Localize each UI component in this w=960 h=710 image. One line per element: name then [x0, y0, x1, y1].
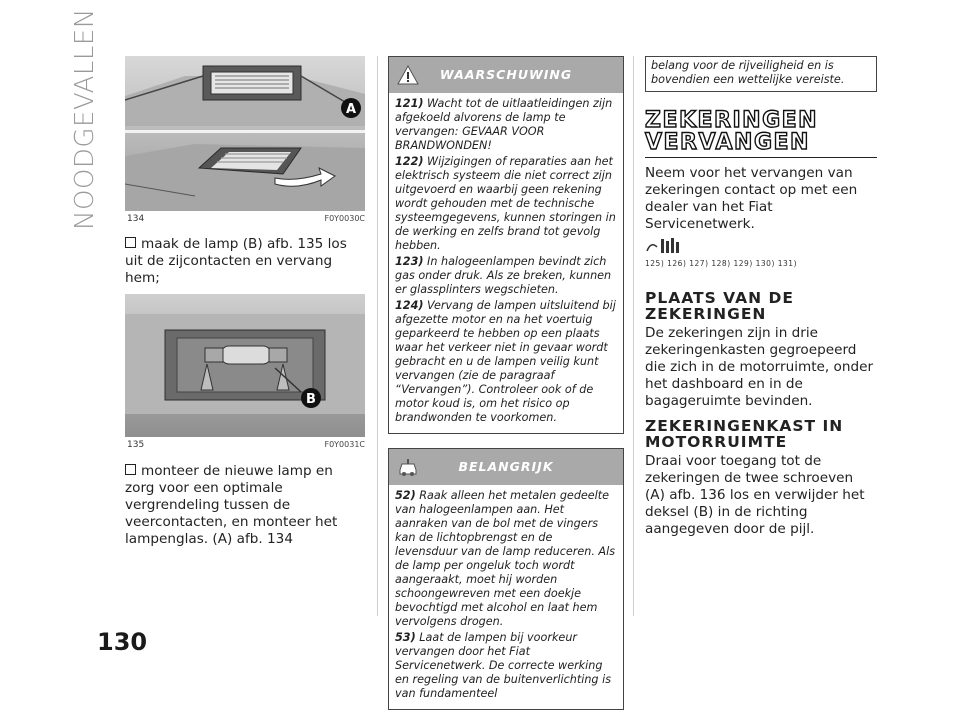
warning-header: [389, 57, 623, 93]
figure-code: F0Y0030C: [324, 214, 365, 223]
warning-references: 125) 126) 127) 128) 129) 130) 131): [645, 259, 797, 268]
important-item: [395, 489, 617, 629]
item-text: Wijzigingen of reparaties aan het elektrisch systeem die niet correct zijn uitgevoerd en waarbij geen rekening wordt gehouden met de technische systeemgegevens, kunnen storingen in de werking en zelfs brand tot gevolg hebben.: [395, 155, 616, 252]
warning-item: [395, 155, 617, 253]
heading-zekeringen-vervangen: [645, 110, 877, 158]
important-title: BELANGRIJK: [458, 459, 554, 474]
heading-text: ZEKERINGEN VERVANGEN: [645, 108, 819, 155]
item-number: 122): [395, 155, 424, 168]
lamp-housing-illustration: [125, 56, 365, 211]
intro-paragraph: Neem voor het vervangen van zekeringen contact op met een dealer van het Fiat Servicenetwerk.: [645, 165, 858, 232]
column-right: [645, 56, 877, 538]
important-item: [395, 631, 617, 701]
warning-item: [395, 299, 617, 425]
warning-box: [388, 56, 624, 434]
item-number: 124): [395, 299, 424, 312]
heading-text: PLAATS VAN DE ZEKERINGEN: [645, 289, 794, 323]
item-text: Wacht tot de uitlaatleidingen zijn afgekoeld alvorens de lamp te vervangen: GEVAAR VOOR BRANDWONDEN!: [395, 97, 613, 152]
warning-item: [395, 97, 617, 153]
item-text: Laat de lampen bij voorkeur vervangen door het Fiat Servicenetwerk. De correcte werking en regeling van de buitenverlichting is van fundamenteel: [395, 631, 612, 700]
important-box-continued: [645, 56, 877, 92]
instruction-step: [125, 463, 365, 548]
item-number: 123): [395, 255, 424, 268]
lamp-bulb-illustration: [125, 294, 365, 437]
figure-135-callout: B: [306, 392, 316, 407]
section-title-text: NOODGEVALLEN: [70, 8, 100, 230]
dealer-service-icon: [645, 237, 681, 255]
heading-zekeringenkast-motorruimte: [645, 418, 877, 450]
column-left: [125, 56, 365, 548]
warning-item: [395, 255, 617, 297]
important-body: [389, 485, 623, 709]
location-paragraph: De zekeringen zijn in drie zekeringenkasten gegroepeerd die zich in de motorruimte, onder het dashboard en in de bagageruimte bevinden.: [645, 325, 874, 409]
item-number: 53): [395, 631, 416, 644]
heading-plaats-zekeringen: [645, 290, 877, 322]
warning-title: WAARSCHUWING: [439, 67, 573, 82]
item-number: 121): [395, 97, 424, 110]
important-box: [388, 448, 624, 710]
step-text: maak de lamp (B) afb. 135 los uit de zijcontacten en vervang hem;: [125, 236, 347, 286]
figure-135-image: [125, 294, 365, 437]
heading-text: ZEKERINGENKAST IN MOTORRUIMTE: [645, 417, 844, 451]
figure-135-caption: [125, 437, 365, 454]
checkbox-bullet-icon: [125, 464, 136, 475]
car-notice-icon: [397, 457, 419, 477]
important-header: [389, 449, 623, 485]
warning-triangle-icon: [397, 65, 419, 85]
instruction-step: [125, 236, 365, 287]
figure-134-callout: A: [345, 102, 357, 117]
page-number: 130: [97, 628, 148, 656]
warning-body: [389, 93, 623, 433]
column-divider: [633, 56, 634, 616]
item-text: In halogeenlampen bevindt zich gas onder druk. Als ze breken, kunnen er glassplinters wegschieten.: [395, 255, 612, 296]
step-text: monteer de nieuwe lamp en zorg voor een optimale vergrendeling tussen de veercontacten, en monteer het lampenglas. (A) afb. 134: [125, 463, 338, 547]
item-text: Vervang de lampen uitsluitend bij afgezette motor en na het voertuig geparkeerd te hebben op een plaats waar het verkeer niet in gevaar wordt gebracht en u de lampen veilig kunt vervangen (zie de paragraaf “Vervangen”). Controleer ook of de motor koud is, om het risico op brandwonden te voorkomen.: [395, 299, 616, 424]
item-number: 52): [395, 489, 416, 502]
figure-134-image: [125, 56, 365, 211]
column-divider: [377, 56, 378, 616]
checkbox-bullet-icon: [125, 237, 136, 248]
fusebox-paragraph: Draai voor toegang tot de zekeringen de twee schroeven (A) afb. 136 los en verwijder het deksel (B) in de richting aangegeven door de pijl.: [645, 453, 865, 537]
continued-text: belang voor de rijveiligheid en is bovendien een wettelijke vereiste.: [651, 59, 845, 86]
figure-number: 135: [127, 440, 145, 450]
figure-code: F0Y0031C: [324, 440, 365, 449]
column-middle: [388, 56, 624, 710]
item-text: Raak alleen het metalen gedeelte van halogeenlampen aan. Het aanraken van de bol met de vingers kan de lichtopbrengst en de levensduur van de lamp reduceren. Als de lamp per ongeluk toch wordt aangeraakt, moet hij worden schoongewreven met een doekje bevochtigd met alcohol en laat hem vervolgens drogen.: [395, 489, 616, 628]
figure-number: 134: [127, 214, 145, 224]
figure-134-caption: [125, 211, 365, 228]
